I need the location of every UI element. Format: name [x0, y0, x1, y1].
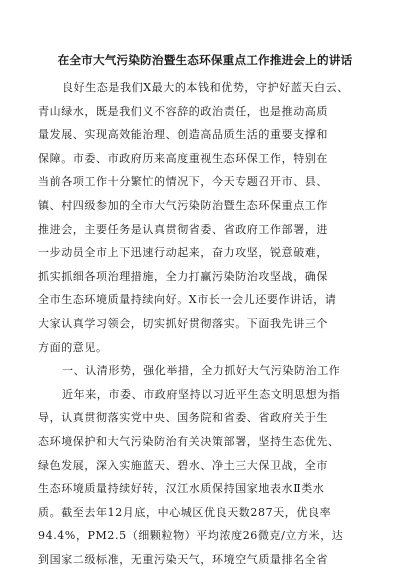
text-line: 镇、村四级参加的全市大气污染防治暨生态环保重点工作	[38, 198, 328, 212]
text-line: 94.4%，PM2.5（细颗粒物）平均浓度26微克/立方米，达	[38, 529, 344, 543]
text-line: 导，认真贯彻落实党中央、国务院和省委、省政府关于生	[38, 411, 328, 425]
paragraph-section-1	[38, 383, 372, 572]
document-title: 在全市大气污染防治暨生态环保重点工作推进会上的讲话	[57, 53, 353, 67]
text-line: 大家认真学习领会，切实抓好贯彻落实。下面我先讲三个	[38, 316, 328, 330]
text-line: 当前各项工作十分繁忙的情况下，今天专题召开市、县、	[38, 175, 328, 189]
text-line: 到国家二级标准，无重污染天气，环境空气质量排名全省	[38, 552, 328, 566]
text-line: 近年来，市委、市政府坚持以习近平生态文明思想为指	[62, 387, 341, 401]
text-line: 全市生态环境质量持续向好。X市长一会儿还要作讲话，请	[38, 293, 337, 307]
text-line: 良好生态是我们X最大的本钱和优势，守护好蓝天白云、	[62, 81, 349, 94]
paragraph-intro	[38, 76, 372, 359]
section-heading-1: 一、认清形势，强化举措，全力抓好大气污染防治工作	[62, 364, 341, 378]
text-line: 一步动员全市上下迅速行动起来，奋力攻坚，锐意破难，	[38, 246, 328, 260]
text-line: 青山绿水，既是我们义不容辞的政治责任，也是推动高质	[38, 104, 328, 118]
text-line: 保障。市委、市政府历来高度重视生态环保工作，特别在	[38, 151, 328, 165]
text-line: 态环境保护和大气污染防治有关决策部署，坚持生态优先、	[38, 434, 340, 448]
text-line: 量发展、实现高效能治理、创造高品质生活的重要支撑和	[38, 128, 328, 142]
text-line: 推进会，主要任务是认真贯彻省委、省政府工作部署，进	[38, 222, 328, 236]
text-line: 质。截至去年12月底，中心城区优良天数287天，优良率	[38, 505, 332, 519]
text-line: 方面的意见。	[38, 340, 108, 354]
document-page	[38, 52, 372, 571]
text-line: 绿色发展，深入实施蓝天、碧水、净土三大保卫战，全市	[38, 458, 328, 472]
text-line: 生态环境质量持续好转，汉江水质保持国家地表水Ⅱ类水	[38, 482, 325, 496]
text-line: 抓实抓细各项治理措施，全力打赢污染防治攻坚战，确保	[38, 269, 328, 283]
